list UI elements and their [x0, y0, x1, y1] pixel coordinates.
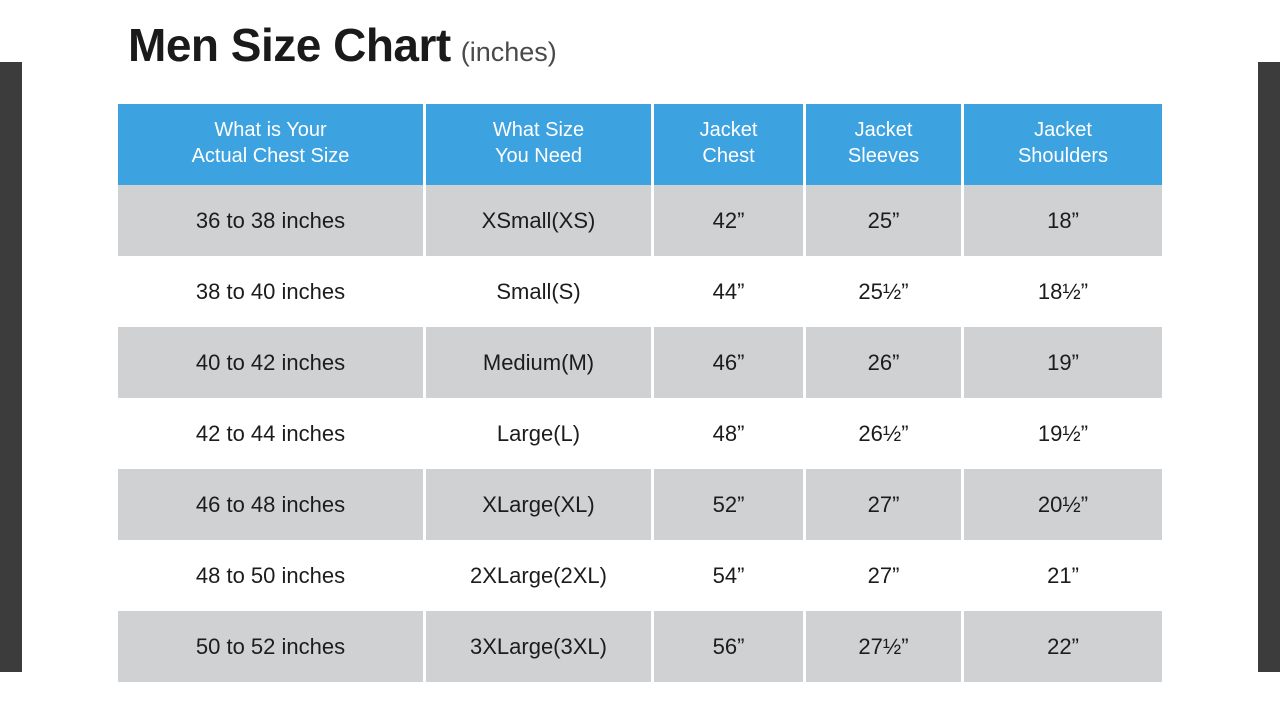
cell-jacket-sleeves: 26” [806, 327, 964, 398]
header-line-2: You Need [494, 144, 583, 167]
cell-jacket-shoulders: 20½” [964, 469, 1162, 540]
cell-jacket-shoulders: 19” [964, 327, 1162, 398]
cell-actual-chest: 48 to 50 inches [118, 540, 426, 611]
cell-size-needed: XSmall(XS) [426, 185, 654, 256]
header-line-1: Jacket [1034, 119, 1092, 141]
header-line-2: Chest [702, 144, 755, 167]
cell-actual-chest: 38 to 40 inches [118, 256, 426, 327]
size-chart-table [118, 104, 1162, 682]
column-header-jacket-chest [654, 104, 806, 185]
cell-jacket-shoulders: 18” [964, 185, 1162, 256]
right-letterbox-band [1258, 62, 1280, 672]
header-line-2: Shoulders [1017, 144, 1109, 167]
title-unit-text: (inches) [460, 37, 557, 67]
cell-jacket-chest: 48” [654, 398, 806, 469]
cell-jacket-sleeves: 27½” [806, 611, 964, 682]
cell-jacket-chest: 42” [654, 185, 806, 256]
cell-size-needed: 3XLarge(3XL) [426, 611, 654, 682]
cell-actual-chest: 36 to 38 inches [118, 185, 426, 256]
cell-actual-chest: 46 to 48 inches [118, 469, 426, 540]
cell-jacket-shoulders: 21” [964, 540, 1162, 611]
cell-actual-chest: 42 to 44 inches [118, 398, 426, 469]
cell-size-needed: XLarge(XL) [426, 469, 654, 540]
header-line-2: Sleeves [847, 144, 920, 167]
slide-canvas [22, 0, 1258, 710]
header-line-1: Jacket [854, 119, 913, 141]
title-main-text: Men Size Chart [128, 19, 451, 71]
table-header-row [118, 104, 1162, 185]
cell-jacket-shoulders: 22” [964, 611, 1162, 682]
cell-jacket-shoulders: 19½” [964, 398, 1162, 469]
header-line-1: What is Your [214, 119, 327, 141]
table-body [118, 185, 1162, 682]
cell-size-needed: 2XLarge(2XL) [426, 540, 654, 611]
header-line-1: What Size [492, 119, 585, 141]
table-row [118, 540, 1162, 611]
column-header-jacket-sleeves [806, 104, 964, 185]
column-header-actual-chest [118, 104, 426, 185]
cell-jacket-sleeves: 25” [806, 185, 964, 256]
table-row [118, 398, 1162, 469]
cell-jacket-chest: 44” [654, 256, 806, 327]
table-header [118, 104, 1162, 185]
cell-jacket-sleeves: 26½” [806, 398, 964, 469]
cell-jacket-sleeves: 27” [806, 540, 964, 611]
cell-jacket-sleeves: 27” [806, 469, 964, 540]
cell-jacket-sleeves: 25½” [806, 256, 964, 327]
table-row [118, 256, 1162, 327]
header-line-1: Jacket [699, 119, 758, 141]
cell-size-needed: Small(S) [426, 256, 654, 327]
page-title [128, 18, 557, 72]
cell-jacket-chest: 46” [654, 327, 806, 398]
cell-jacket-chest: 54” [654, 540, 806, 611]
column-header-jacket-shoulders [964, 104, 1162, 185]
table-row [118, 185, 1162, 256]
cell-jacket-shoulders: 18½” [964, 256, 1162, 327]
cell-actual-chest: 40 to 42 inches [118, 327, 426, 398]
cell-actual-chest: 50 to 52 inches [118, 611, 426, 682]
table-row [118, 611, 1162, 682]
cell-size-needed: Medium(M) [426, 327, 654, 398]
left-letterbox-band [0, 62, 22, 672]
cell-jacket-chest: 52” [654, 469, 806, 540]
table-row [118, 327, 1162, 398]
cell-jacket-chest: 56” [654, 611, 806, 682]
cell-size-needed: Large(L) [426, 398, 654, 469]
column-header-size-needed [426, 104, 654, 185]
header-line-2: Actual Chest Size [191, 144, 350, 167]
table-row [118, 469, 1162, 540]
